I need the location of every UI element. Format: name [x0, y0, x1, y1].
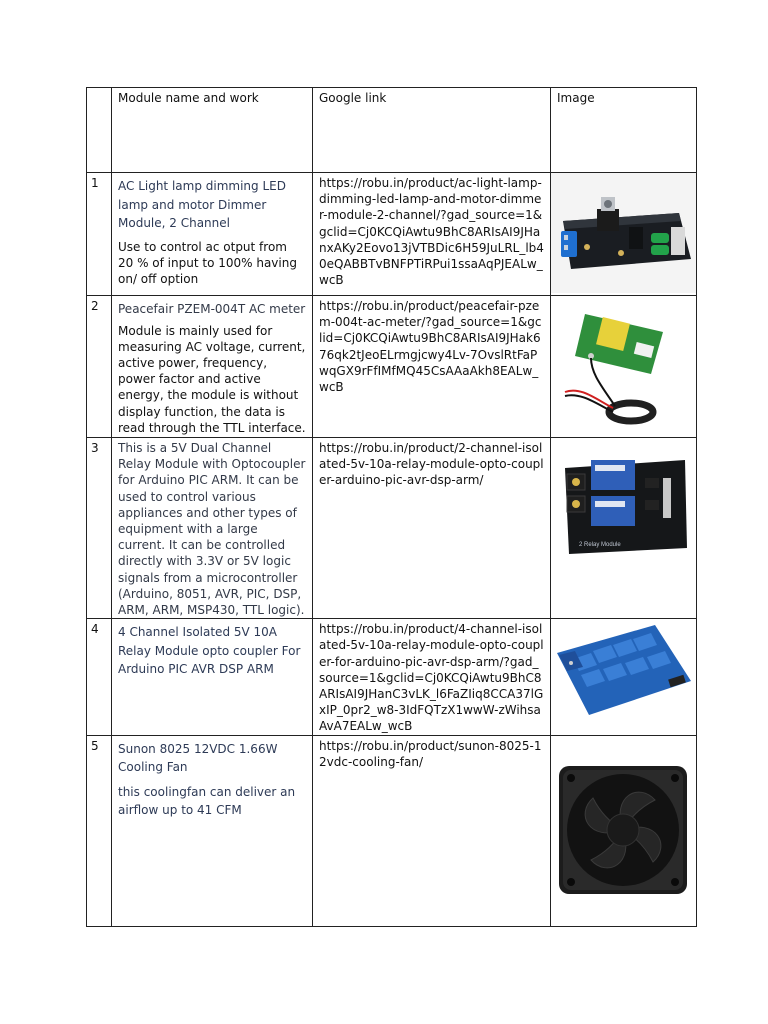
link-cell: [313, 438, 551, 619]
table-row: [87, 173, 697, 296]
cooling-fan-photo-icon: [551, 736, 697, 924]
header-num: [87, 88, 112, 173]
module-description: Module is mainly used for measuring AC voltage, current, active power, frequency, power factor and active energy, the module is without display function, the data is read through the TTL interface.: [118, 323, 306, 435]
link-cell: [313, 735, 551, 926]
module-description: Use to control ac otput from 20 % of input to 100% having on/ off option: [118, 239, 297, 286]
image-cell: [551, 296, 697, 438]
dual-relay-module-photo-icon: [551, 438, 697, 616]
table-row: [87, 735, 697, 926]
link-cell: [313, 296, 551, 438]
module-title: Peacefair PZEM-004T AC meter: [118, 302, 306, 316]
image-cell: [551, 735, 697, 926]
module-title: AC Light lamp dimming LED lamp and motor Dimmer Module, 2 Channel: [118, 179, 286, 230]
ac-meter-module-photo-icon: [551, 296, 697, 435]
product-link[interactable]: https://robu.in/product/sunon-8025-12vdc-cooling-fan/: [319, 738, 542, 769]
product-link[interactable]: https://robu.in/product/2-channel-isolated-5v-10a-relay-module-opto-coupler-arduino-pic-avr-dsp-arm/: [319, 441, 544, 488]
row-number: 5: [87, 735, 112, 926]
header-module-name: Module name and work: [112, 88, 313, 173]
module-cell: [112, 735, 313, 926]
module-cell: [112, 619, 313, 735]
row-number: 4: [87, 619, 112, 735]
module-description: this coolingfan can deliver an airflow up to 41 CFM: [118, 784, 296, 817]
header-google-link: Google link: [313, 88, 551, 173]
image-cell: [551, 438, 697, 619]
link-cell: [313, 619, 551, 735]
module-title: Sunon 8025 12VDC 1.66W Cooling Fan: [118, 741, 278, 775]
quad-relay-module-photo-icon: [551, 619, 697, 732]
product-link[interactable]: https://robu.in/product/4-channel-isolated-5v-10a-relay-module-opto-coupler-for-arduino-pic-avr-dsp-arm/?gad_source=1&gclid=Cj0KCQiAwtu9BhC8ARIsAI9JHanC3vLK_l6FaZIiq8CCA37lGxIP_0pr2_w8-3IdFQTzX1wwW-zWihsaAvA7EALw_wcB: [319, 622, 544, 734]
ac-dimmer-module-photo-icon: [551, 173, 697, 293]
row-number: 2: [87, 296, 112, 438]
table-row: [87, 438, 697, 619]
table-row: [87, 296, 697, 438]
image-cell: [551, 619, 697, 735]
product-link[interactable]: https://robu.in/product/peacefair-pzem-004t-ac-meter/?gad_source=1&gclid=Cj0KCQiAwtu9BhC8ARIsAI9JHak676qk2tJeoELrmgjcwy4Lv-7OvslRtFaPwqGX9rFfIMfMQ45CsAAaAkh8EALw_wcB: [319, 299, 542, 395]
module-cell: [112, 296, 313, 438]
table-row: [87, 619, 697, 735]
module-description: This is a 5V Dual Channel Relay Module with Optocoupler for Arduino PIC ARM. It can be used to control various appliances and other types of equipment with a large current. It can be controlled directly with 3.3V or 5V logic signals from a microcontroller (Arduino, 8051, AVR, PIC, DSP, ARM, ARM, MSP430, TTL logic).: [118, 441, 306, 618]
module-cell: [112, 438, 313, 619]
module-silkscreen-text: 2 Relay Module: [579, 542, 621, 548]
module-title: 4 Channel Isolated 5V 10A Relay Module opto coupler For Arduino PIC AVR DSP ARM: [118, 625, 301, 677]
product-link[interactable]: https://robu.in/product/ac-light-lamp-dimming-led-lamp-and-motor-dimmer-module-2-channel/?gad_source=1&gclid=Cj0KCQiAwtu9BhC8ARIsAI9JHanxAKy2Eovo13jVTBDic6H59JuLRL_lb40eQABBTvBNFPTiRPui1ssaAqPJEALw_wcB: [319, 176, 544, 288]
table-header-row: [87, 88, 697, 173]
image-cell: [551, 173, 697, 296]
row-number: 3: [87, 438, 112, 619]
row-number: 1: [87, 173, 112, 296]
header-image: Image: [551, 88, 697, 173]
module-table: [86, 87, 697, 927]
module-cell: [112, 173, 313, 296]
link-cell: [313, 173, 551, 296]
